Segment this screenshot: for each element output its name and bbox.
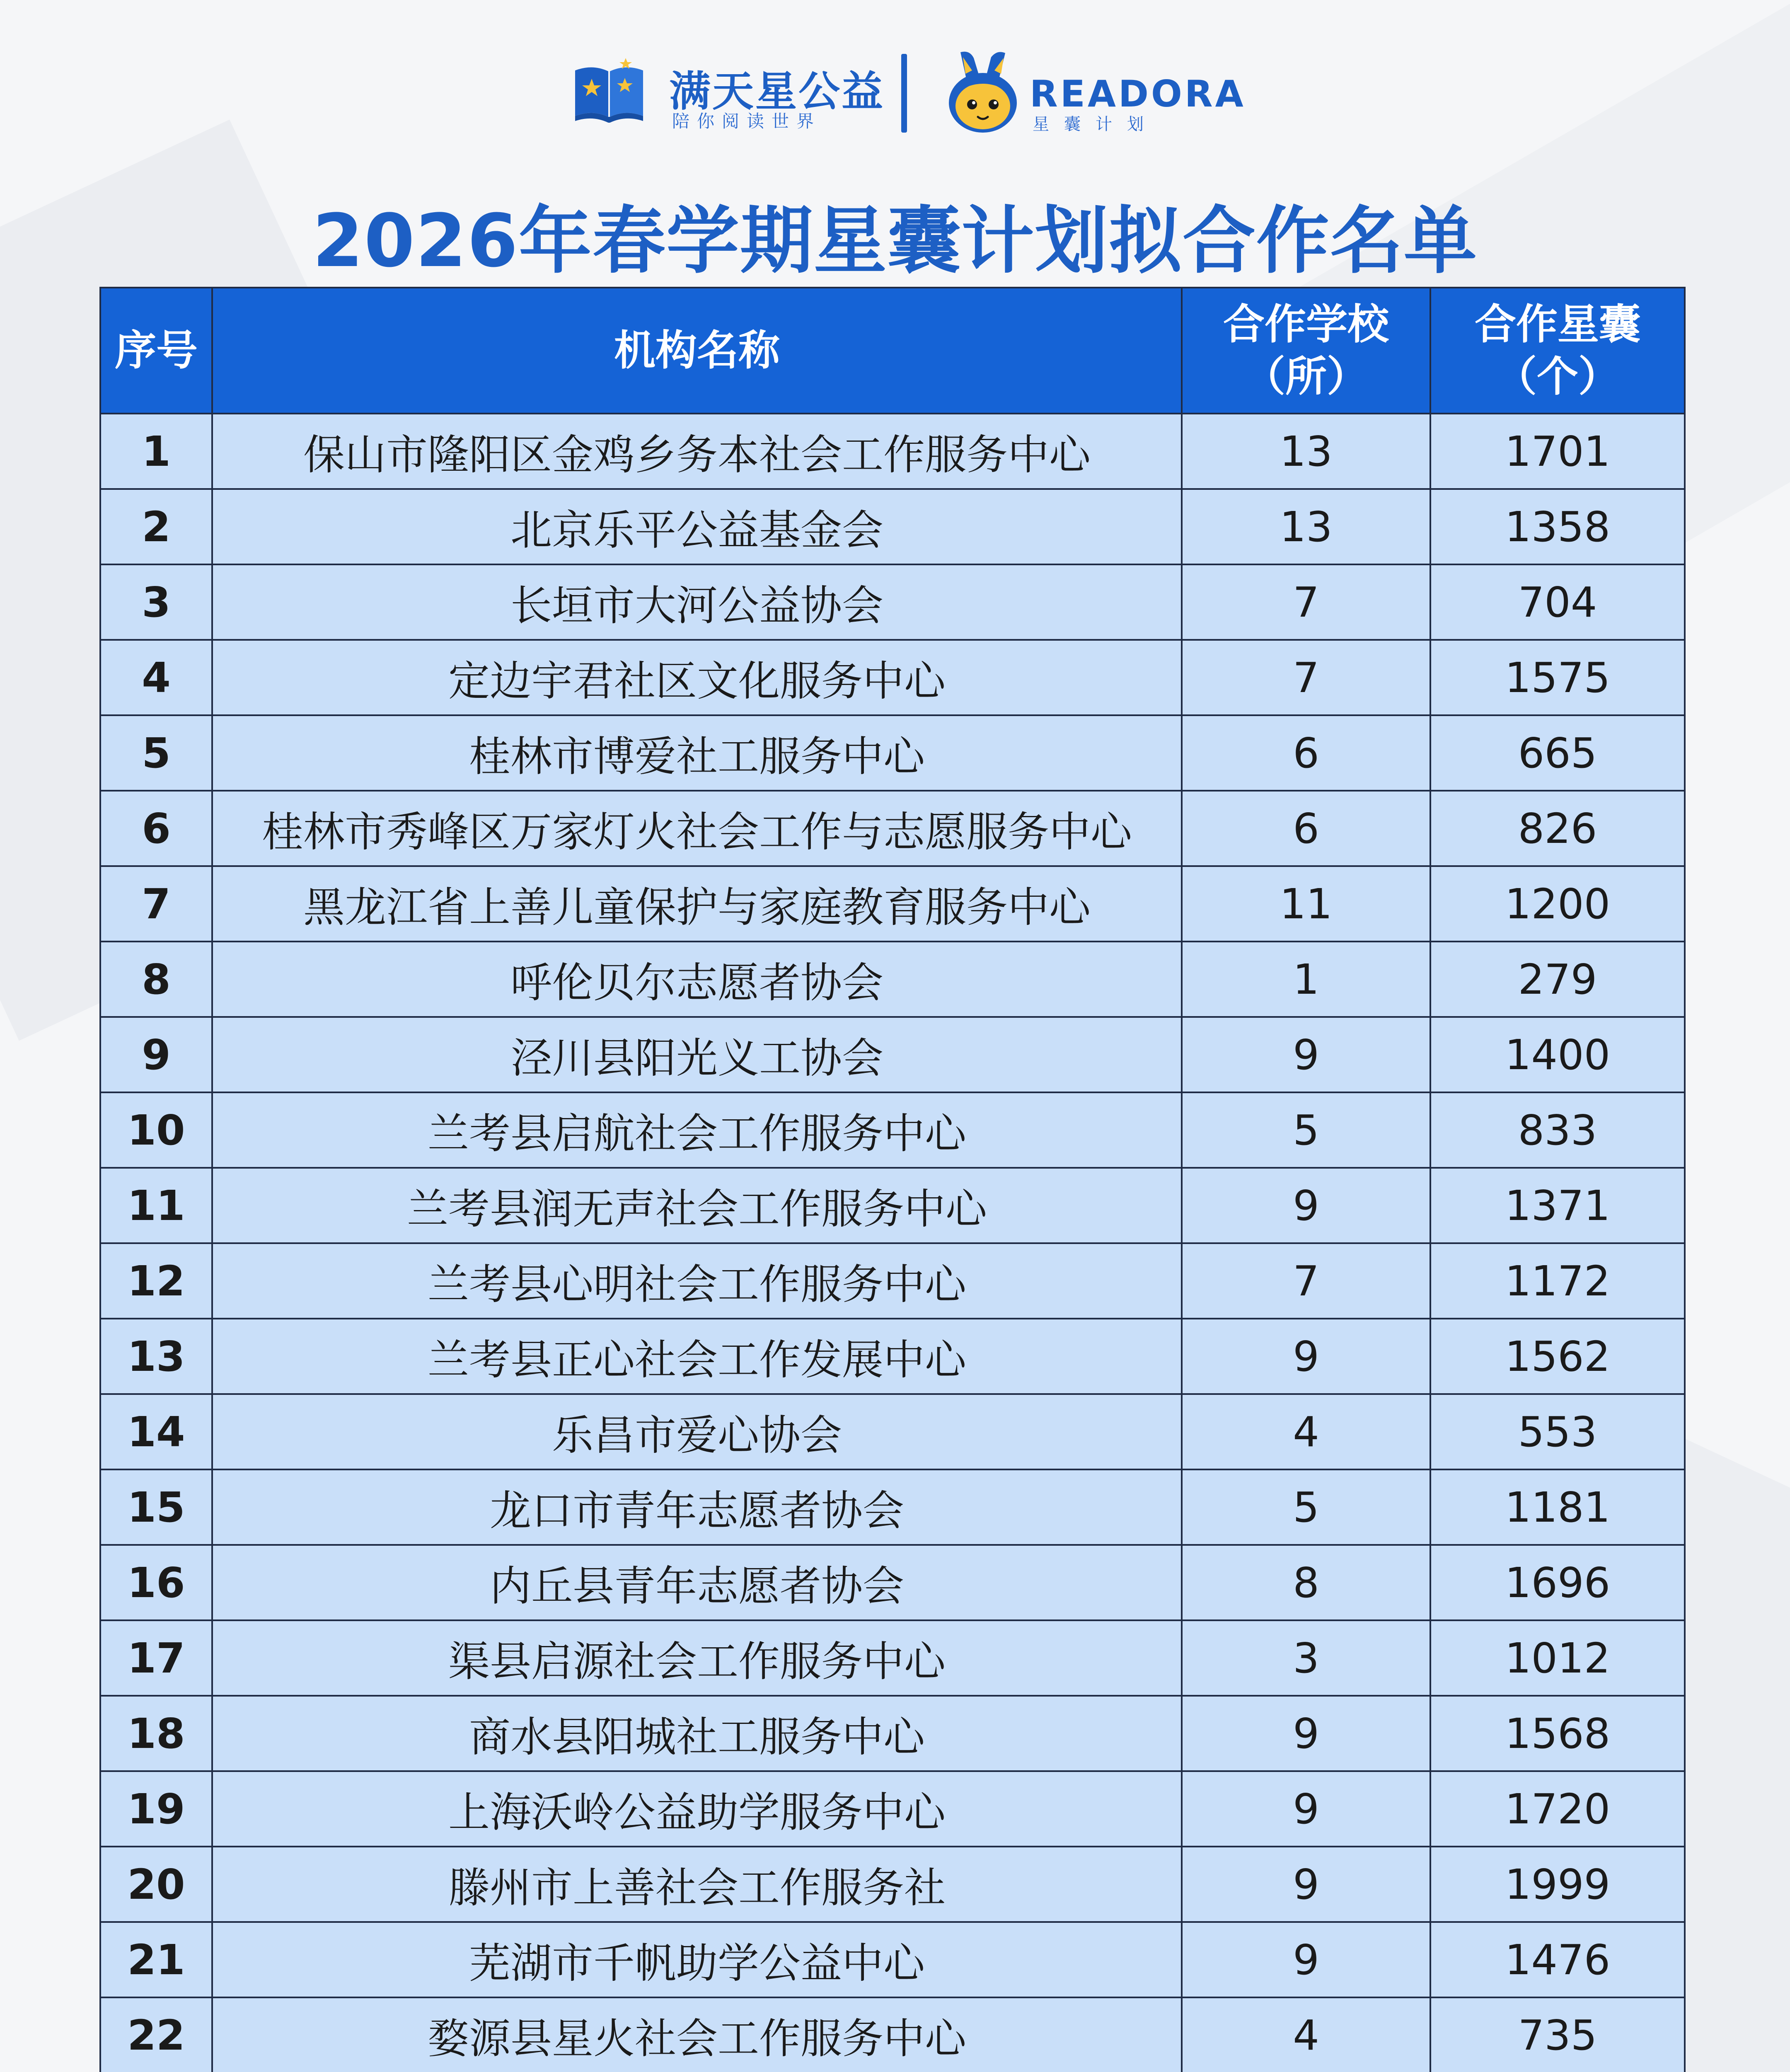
row-org-name: 保山市隆阳区金鸡乡务本社会工作服务中心 (212, 414, 1182, 489)
table-row (100, 942, 1685, 1017)
row-bags: 826 (1430, 791, 1685, 866)
row-index: 21 (100, 1922, 212, 1997)
brand-primary-name: 满天星公益 (669, 67, 885, 116)
row-schools: 9 (1182, 1319, 1430, 1394)
table-row (100, 866, 1685, 942)
row-index: 8 (100, 942, 212, 1017)
row-bags: 1476 (1430, 1922, 1685, 1997)
table-row (100, 640, 1685, 715)
row-bags: 704 (1430, 564, 1685, 640)
header-org-name: 机构名称 (212, 288, 1182, 414)
table-row (100, 1092, 1685, 1168)
row-org-name: 兰考县心明社会工作服务中心 (212, 1243, 1182, 1319)
table-row (100, 1319, 1685, 1394)
row-bags: 1371 (1430, 1168, 1685, 1243)
row-bags: 1562 (1430, 1319, 1685, 1394)
table-row (100, 1243, 1685, 1319)
table-header-row (100, 288, 1685, 414)
row-org-name: 呼伦贝尔志愿者协会 (212, 942, 1182, 1017)
row-index: 15 (100, 1469, 212, 1545)
table-row (100, 1017, 1685, 1092)
row-org-name: 上海沃岭公益助学服务中心 (212, 1771, 1182, 1847)
header-schools (1182, 288, 1430, 414)
row-index: 6 (100, 791, 212, 866)
row-index: 10 (100, 1092, 212, 1168)
row-index: 5 (100, 715, 212, 791)
row-schools: 4 (1182, 1997, 1430, 2072)
header-schools-unit: （所） (1244, 352, 1368, 401)
row-index: 12 (100, 1243, 212, 1319)
row-bags: 735 (1430, 1997, 1685, 2072)
row-bags: 833 (1430, 1092, 1685, 1168)
row-schools: 3 (1182, 1620, 1430, 1696)
row-org-name: 桂林市博爱社工服务中心 (212, 715, 1182, 791)
row-index: 4 (100, 640, 212, 715)
header-bags-label: 合作星囊 (1475, 300, 1640, 349)
row-org-name: 内丘县青年志愿者协会 (212, 1545, 1182, 1620)
row-bags: 1358 (1430, 489, 1685, 564)
row-bags: 1720 (1430, 1771, 1685, 1847)
header-bags-unit: （个） (1495, 352, 1620, 401)
row-schools: 9 (1182, 1847, 1430, 1922)
row-org-name: 长垣市大河公益协会 (212, 564, 1182, 640)
row-schools: 11 (1182, 866, 1430, 942)
table-row (100, 1168, 1685, 1243)
row-schools: 5 (1182, 1469, 1430, 1545)
table-row (100, 489, 1685, 564)
row-index: 2 (100, 489, 212, 564)
header-bags (1430, 288, 1685, 414)
row-schools: 7 (1182, 564, 1430, 640)
row-index: 14 (100, 1394, 212, 1469)
row-bags: 1701 (1430, 414, 1685, 489)
row-schools: 9 (1182, 1696, 1430, 1771)
row-bags: 1200 (1430, 866, 1685, 942)
logo-divider (901, 54, 907, 133)
row-index: 1 (100, 414, 212, 489)
row-org-name: 泾川县阳光义工协会 (212, 1017, 1182, 1092)
table-row (100, 1469, 1685, 1545)
table-row (100, 1696, 1685, 1771)
row-schools: 13 (1182, 489, 1430, 564)
row-schools: 8 (1182, 1545, 1430, 1620)
row-index: 19 (100, 1771, 212, 1847)
page-title: 2026年春学期星囊计划拟合作名单 (312, 198, 1478, 283)
row-schools: 9 (1182, 1168, 1430, 1243)
row-schools: 7 (1182, 1243, 1430, 1319)
header-index: 序号 (100, 288, 212, 414)
row-index: 13 (100, 1319, 212, 1394)
row-schools: 1 (1182, 942, 1430, 1017)
row-bags: 553 (1430, 1394, 1685, 1469)
table-row (100, 1620, 1685, 1696)
row-org-name: 商水县阳城社工服务中心 (212, 1696, 1182, 1771)
table-row (100, 1997, 1685, 2072)
row-schools: 9 (1182, 1771, 1430, 1847)
row-org-name: 定边宇君社区文化服务中心 (212, 640, 1182, 715)
row-schools: 4 (1182, 1394, 1430, 1469)
row-schools: 13 (1182, 414, 1430, 489)
header-schools-label: 合作学校 (1223, 300, 1389, 349)
row-bags: 1568 (1430, 1696, 1685, 1771)
row-org-name: 兰考县正心社会工作发展中心 (212, 1319, 1182, 1394)
row-bags: 1172 (1430, 1243, 1685, 1319)
row-index: 7 (100, 866, 212, 942)
row-org-name: 北京乐平公益基金会 (212, 489, 1182, 564)
table-row (100, 1771, 1685, 1847)
row-org-name: 桂林市秀峰区万家灯火社会工作与志愿服务中心 (212, 791, 1182, 866)
row-schools: 7 (1182, 640, 1430, 715)
row-schools: 9 (1182, 1017, 1430, 1092)
table-row (100, 1545, 1685, 1620)
row-org-name: 乐昌市爱心协会 (212, 1394, 1182, 1469)
row-index: 18 (100, 1696, 212, 1771)
row-org-name: 龙口市青年志愿者协会 (212, 1469, 1182, 1545)
row-org-name: 兰考县启航社会工作服务中心 (212, 1092, 1182, 1168)
row-org-name: 婺源县星火社会工作服务中心 (212, 1997, 1182, 2072)
row-bags: 1575 (1430, 640, 1685, 715)
bunny-mascot-icon (945, 50, 1021, 135)
brand-secondary-name: READORA (1030, 73, 1246, 115)
book-with-stars-icon (572, 55, 646, 125)
row-org-name: 渠县启源社会工作服务中心 (212, 1620, 1182, 1696)
row-index: 3 (100, 564, 212, 640)
row-index: 17 (100, 1620, 212, 1696)
row-bags: 1400 (1430, 1017, 1685, 1092)
row-bags: 1999 (1430, 1847, 1685, 1922)
row-bags: 1012 (1430, 1620, 1685, 1696)
table-row (100, 414, 1685, 489)
table-row (100, 1922, 1685, 1997)
row-index: 22 (100, 1997, 212, 2072)
row-index: 11 (100, 1168, 212, 1243)
brand-primary-slogan: 陪你阅读世界 (672, 111, 822, 131)
row-index: 20 (100, 1847, 212, 1922)
row-schools: 6 (1182, 715, 1430, 791)
table-row (100, 715, 1685, 791)
table-header (100, 288, 1685, 414)
table-row (100, 791, 1685, 866)
table-row (100, 1847, 1685, 1922)
row-org-name: 黑龙江省上善儿童保护与家庭教育服务中心 (212, 866, 1182, 942)
row-index: 9 (100, 1017, 212, 1092)
table-row (100, 1394, 1685, 1469)
header-logo-bar (572, 50, 1246, 137)
row-org-name: 芜湖市千帆助学公益中心 (212, 1922, 1182, 1997)
row-index: 16 (100, 1545, 212, 1620)
row-bags: 1696 (1430, 1545, 1685, 1620)
row-schools: 9 (1182, 1922, 1430, 1997)
table-body (100, 414, 1685, 2072)
row-bags: 1181 (1430, 1469, 1685, 1545)
row-schools: 5 (1182, 1092, 1430, 1168)
table-row (100, 564, 1685, 640)
partner-table (99, 287, 1686, 2072)
row-bags: 665 (1430, 715, 1685, 791)
row-bags: 279 (1430, 942, 1685, 1017)
row-org-name: 兰考县润无声社会工作服务中心 (212, 1168, 1182, 1243)
row-schools: 6 (1182, 791, 1430, 866)
brand-secondary-subtitle: 星囊计划 (1033, 115, 1159, 134)
row-org-name: 滕州市上善社会工作服务社 (212, 1847, 1182, 1922)
